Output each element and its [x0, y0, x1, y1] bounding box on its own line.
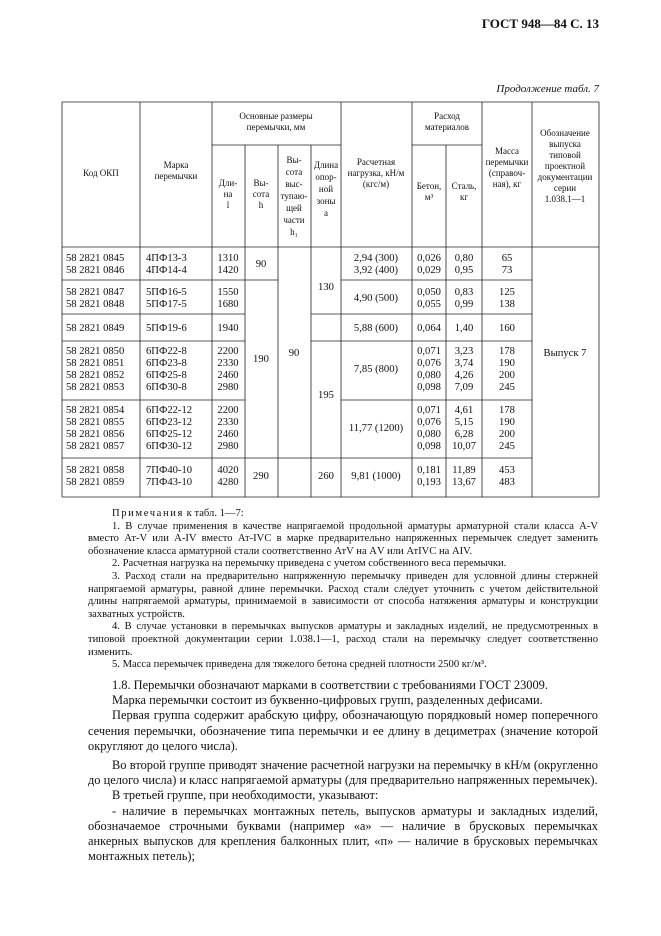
cell-code: 58 2821 0853: [66, 382, 125, 393]
cell-steel: 5,15: [454, 417, 474, 428]
cell-load: 7,85 (800): [353, 364, 399, 375]
cell-code: 58 2821 0849: [66, 323, 125, 334]
cell-concrete: 0,076: [417, 417, 441, 428]
paragraph-third-group: В третьей группе, при необходимости, указывают:: [112, 788, 379, 803]
cell-length: 4280: [217, 477, 239, 488]
cell-code: 58 2821 0848: [66, 299, 125, 310]
cell-mark: 6ПФ25-12: [146, 429, 193, 440]
note-item-2: 2. Расчетная нагрузка на перемычку приведена с учетом собственного веса перемычки.: [112, 558, 507, 570]
cell-concrete: 0,055: [417, 299, 441, 310]
header-steel: кг: [459, 192, 469, 202]
cell-length: 1310: [217, 253, 239, 264]
cell-length: 2460: [217, 370, 239, 381]
cell-length: 1680: [217, 299, 239, 310]
cell-steel: 7,09: [454, 382, 474, 393]
cell-steel: 1,40: [454, 323, 474, 334]
paragraph-first-group: Первая группа содержит арабскую цифру, обозначающую порядковый номер поперечного сечения перемычки, обозначение типа перемычки и ее длину в дециметрах (значение которой округляют до целого числа).: [88, 708, 598, 753]
cell-mass: 178: [499, 405, 515, 416]
cell-mass: 190: [499, 358, 515, 369]
cell-mass: 160: [499, 323, 515, 334]
cell-length: 2980: [217, 441, 239, 452]
header-series: 1.038.1—1: [544, 194, 586, 204]
cell-mass: 138: [499, 299, 515, 310]
header-h1: сота: [285, 167, 303, 177]
cell-steel: 0,95: [454, 265, 474, 276]
cell-mark: 6ПФ30-12: [146, 441, 193, 452]
notes-title: Примечания к табл. 1—7:: [112, 508, 244, 519]
cell-concrete: 0,080: [417, 429, 441, 440]
cell-length: 2200: [217, 405, 239, 416]
header-mass: (справоч-: [488, 168, 526, 178]
cell-mark: 5ПФ17-5: [146, 299, 187, 310]
cell-concrete: 0,064: [417, 323, 441, 334]
cell-mark: 7ПФ40-10: [146, 465, 193, 476]
cell-length: 1420: [217, 265, 239, 276]
header-h1: выс-: [285, 179, 303, 189]
cell-mass: 245: [499, 441, 515, 452]
cell-length: 1940: [217, 323, 239, 334]
cell-code: 58 2821 0846: [66, 265, 125, 276]
header-series: выпуска: [549, 139, 581, 149]
header-consumption-group: Расход: [434, 111, 460, 121]
cell-steel: 4,26: [454, 370, 474, 381]
header-length: на: [223, 189, 233, 199]
note-item-1: 1. В случае применения в качестве напрягаемой продольной арматуры арматурной стали класса А-V вместо Ат-V или А-IV вместо Ат-IVC в марке предварительно напряженных перемычек следует заменить обозначение класса арматурной стали соответственно АтV на АV или АтIVC на АIV.: [88, 520, 598, 557]
cell-concrete: 0,026: [417, 253, 441, 264]
header-mark: Марка: [163, 160, 189, 170]
cell-height-merged: 190: [253, 354, 269, 365]
cell-mark: 6ПФ23-8: [146, 358, 187, 369]
note-item-4: 4. В случае установки в перемычках выпусков арматуры и закладных изделий, не предусмотренных в типовой проектной документации серии 1.038.1—1, расход стали на перемычку следует соответственно изменить.: [88, 621, 598, 658]
header-code: Код ОКП: [83, 168, 119, 178]
cell-load: 3,92 (400): [353, 265, 399, 276]
cell-mass: 65: [501, 253, 513, 264]
header-h1: щей: [286, 203, 302, 213]
cell-steel: 13,67: [452, 477, 476, 488]
cell-support-merged: 260: [318, 471, 334, 482]
cell-concrete: 0,080: [417, 370, 441, 381]
cell-mark: 6ПФ30-8: [146, 382, 187, 393]
cell-code: 58 2821 0851: [66, 358, 125, 369]
header-support-length: зоны: [316, 196, 336, 206]
cell-mark: 5ПФ16-5: [146, 287, 187, 298]
header-mass: Масса: [494, 146, 520, 156]
cell-mass: 73: [501, 265, 513, 276]
cell-code: 58 2821 0859: [66, 477, 125, 488]
cell-load: 9,81 (1000): [351, 471, 401, 482]
header-mass: перемычки: [485, 157, 529, 167]
cell-concrete: 0,098: [417, 382, 441, 393]
cell-mark: 5ПФ19-6: [146, 323, 187, 334]
cell-mass: 190: [499, 417, 515, 428]
cell-code: 58 2821 0854: [66, 405, 125, 416]
header-height: сота: [252, 189, 270, 199]
cell-concrete: 0,029: [417, 265, 441, 276]
cell-mass: 200: [499, 370, 515, 381]
cell-support-merged: 130: [318, 282, 334, 293]
header-h1: части: [283, 215, 305, 225]
header-mass: ная), кг: [492, 179, 522, 189]
cell-mass: 178: [499, 346, 515, 357]
cell-code: 58 2821 0845: [66, 253, 125, 264]
cell-length: 2330: [217, 417, 239, 428]
cell-steel: 4,61: [454, 405, 474, 416]
cell-concrete: 0,050: [417, 287, 441, 298]
header-series: типовой: [549, 150, 581, 160]
header-height: Вы-: [253, 178, 269, 188]
cell-concrete: 0,071: [417, 346, 441, 357]
cell-mark: 7ПФ43-10: [146, 477, 193, 488]
cell-steel: 0,83: [454, 287, 474, 298]
header-dimensions-group: перемычки, мм: [246, 122, 306, 132]
cell-code: 58 2821 0856: [66, 429, 125, 440]
cell-load: 5,88 (600): [353, 323, 399, 334]
cell-steel: 0,80: [454, 253, 474, 264]
cell-mark: 4ПФ14-4: [146, 265, 187, 276]
cell-concrete: 0,076: [417, 358, 441, 369]
header-h1: тупаю-: [280, 191, 308, 201]
cell-concrete: 0,071: [417, 405, 441, 416]
header-support-length: опор-: [315, 172, 337, 182]
header-dimensions-group: Основные размеры: [239, 111, 313, 121]
cell-mark: 6ПФ22-12: [146, 405, 193, 416]
header-series: проектной: [544, 161, 586, 171]
cell-length: 2330: [217, 358, 239, 369]
cell-load: 4,90 (500): [353, 293, 399, 304]
cell-load: 11,77 (1200): [348, 423, 404, 434]
cell-code: 58 2821 0850: [66, 346, 125, 357]
cell-mark: 4ПФ13-3: [146, 253, 187, 264]
cell-code: 58 2821 0858: [66, 465, 125, 476]
cell-mark: 6ПФ25-8: [146, 370, 187, 381]
note-item-3: 3. Расход стали на предварительно напряженную перемычку приведен для условной длины стержней напрягаемой арматуры, равной длине перемычки. Расход стали следует уточнить с учетом действительной длины напрягаемой арматуры, принимаемой в зависимости от способа натяжения арматуры и конструкции захватных устройств.: [88, 570, 598, 620]
cell-load: 2,94 (300): [353, 253, 399, 264]
cell-height-merged: 290: [253, 471, 269, 482]
cell-concrete: 0,098: [417, 441, 441, 452]
header-load: Расчетная: [356, 157, 396, 167]
cell-code: 58 2821 0847: [66, 287, 125, 298]
note-item-5: 5. Масса перемычек приведена для тяжелого бетона средней плотности 2500 кг/м³.: [112, 659, 487, 671]
cell-steel: 0,99: [454, 299, 474, 310]
paragraph-second-group: Во второй группе приводят значение расчетной нагрузки на перемычку в кН/м (округленно до целого числа) и класс напрягаемой арматуры (для предварительно напряженных перемычек).: [88, 758, 598, 788]
header-mark: перемычки: [154, 171, 198, 181]
section-body: [88, 678, 598, 864]
cell-mass: 125: [499, 287, 515, 298]
cell-length: 2460: [217, 429, 239, 440]
header-length: l: [226, 200, 230, 210]
paragraph-third-group-item: - наличие в перемычках монтажных петель, выпусков арматуры и закладных изделий, обозначаемое строчными буквами (например «а» — наличие в брусковых перемычках анкерных выпусков для крепления балконных плит, «п» — наличие в брусковых перемычках монтажных петель);: [88, 803, 598, 864]
header-height: h: [258, 200, 264, 210]
cell-h1-merged: 90: [288, 348, 300, 359]
cell-concrete: 0,193: [417, 477, 441, 488]
cell-mass: 453: [499, 465, 515, 476]
header-concrete: м³: [424, 192, 434, 202]
cell-code: 58 2821 0855: [66, 417, 125, 428]
paragraph-mark-structure: Марка перемычки состоит из буквенно-цифровых групп, разделенных дефисами.: [112, 693, 543, 708]
header-load: нагрузка, кН/м: [347, 168, 405, 178]
cell-mark: 6ПФ23-12: [146, 417, 193, 428]
header-consumption-group: материалов: [425, 122, 469, 132]
header-length: Дли-: [218, 178, 238, 188]
cell-length: 1550: [217, 287, 239, 298]
paragraph-1-8: 1.8. Перемычки обозначают марками в соответствии с требованиями ГОСТ 23009.: [112, 678, 548, 692]
header-h1: h₁: [290, 227, 298, 237]
cell-steel: 10,07: [452, 441, 476, 452]
cell-height-merged: 90: [255, 259, 267, 270]
cell-length: 2980: [217, 382, 239, 393]
cell-concrete: 0,181: [417, 465, 441, 476]
header-support-length: a: [324, 208, 328, 218]
cell-steel: 3,74: [454, 358, 474, 369]
cell-support-merged: 195: [318, 390, 334, 401]
header-series: документации: [537, 172, 593, 182]
header-steel: Сталь,: [451, 181, 477, 191]
cell-steel: 3,23: [454, 346, 474, 357]
cell-steel: 11,89: [452, 465, 476, 476]
header-h1: Вы-: [286, 155, 302, 165]
cell-mass: 200: [499, 429, 515, 440]
header-load: (кгс/м): [362, 179, 390, 189]
cell-mass: 483: [499, 477, 515, 488]
cell-series-merged: Выпуск 7: [543, 348, 587, 359]
cell-steel: 6,28: [454, 429, 474, 440]
document-header: ГОСТ 948—84 С. 13: [481, 16, 599, 31]
cell-mass: 245: [499, 382, 515, 393]
header-concrete: Бетон,: [416, 181, 442, 191]
header-series: Обозначение: [540, 128, 590, 138]
table-continuation-caption: Продолжение табл. 7: [496, 83, 599, 95]
header-support-length: ной: [318, 184, 334, 194]
cell-length: 2200: [217, 346, 239, 357]
cell-code: 58 2821 0857: [66, 441, 125, 452]
header-series: серии: [553, 183, 577, 193]
header-support-length: Длина: [313, 160, 339, 170]
cell-mark: 6ПФ22-8: [146, 346, 187, 357]
table-notes: [88, 508, 598, 672]
cell-length: 4020: [217, 465, 239, 476]
cell-code: 58 2821 0852: [66, 370, 125, 381]
